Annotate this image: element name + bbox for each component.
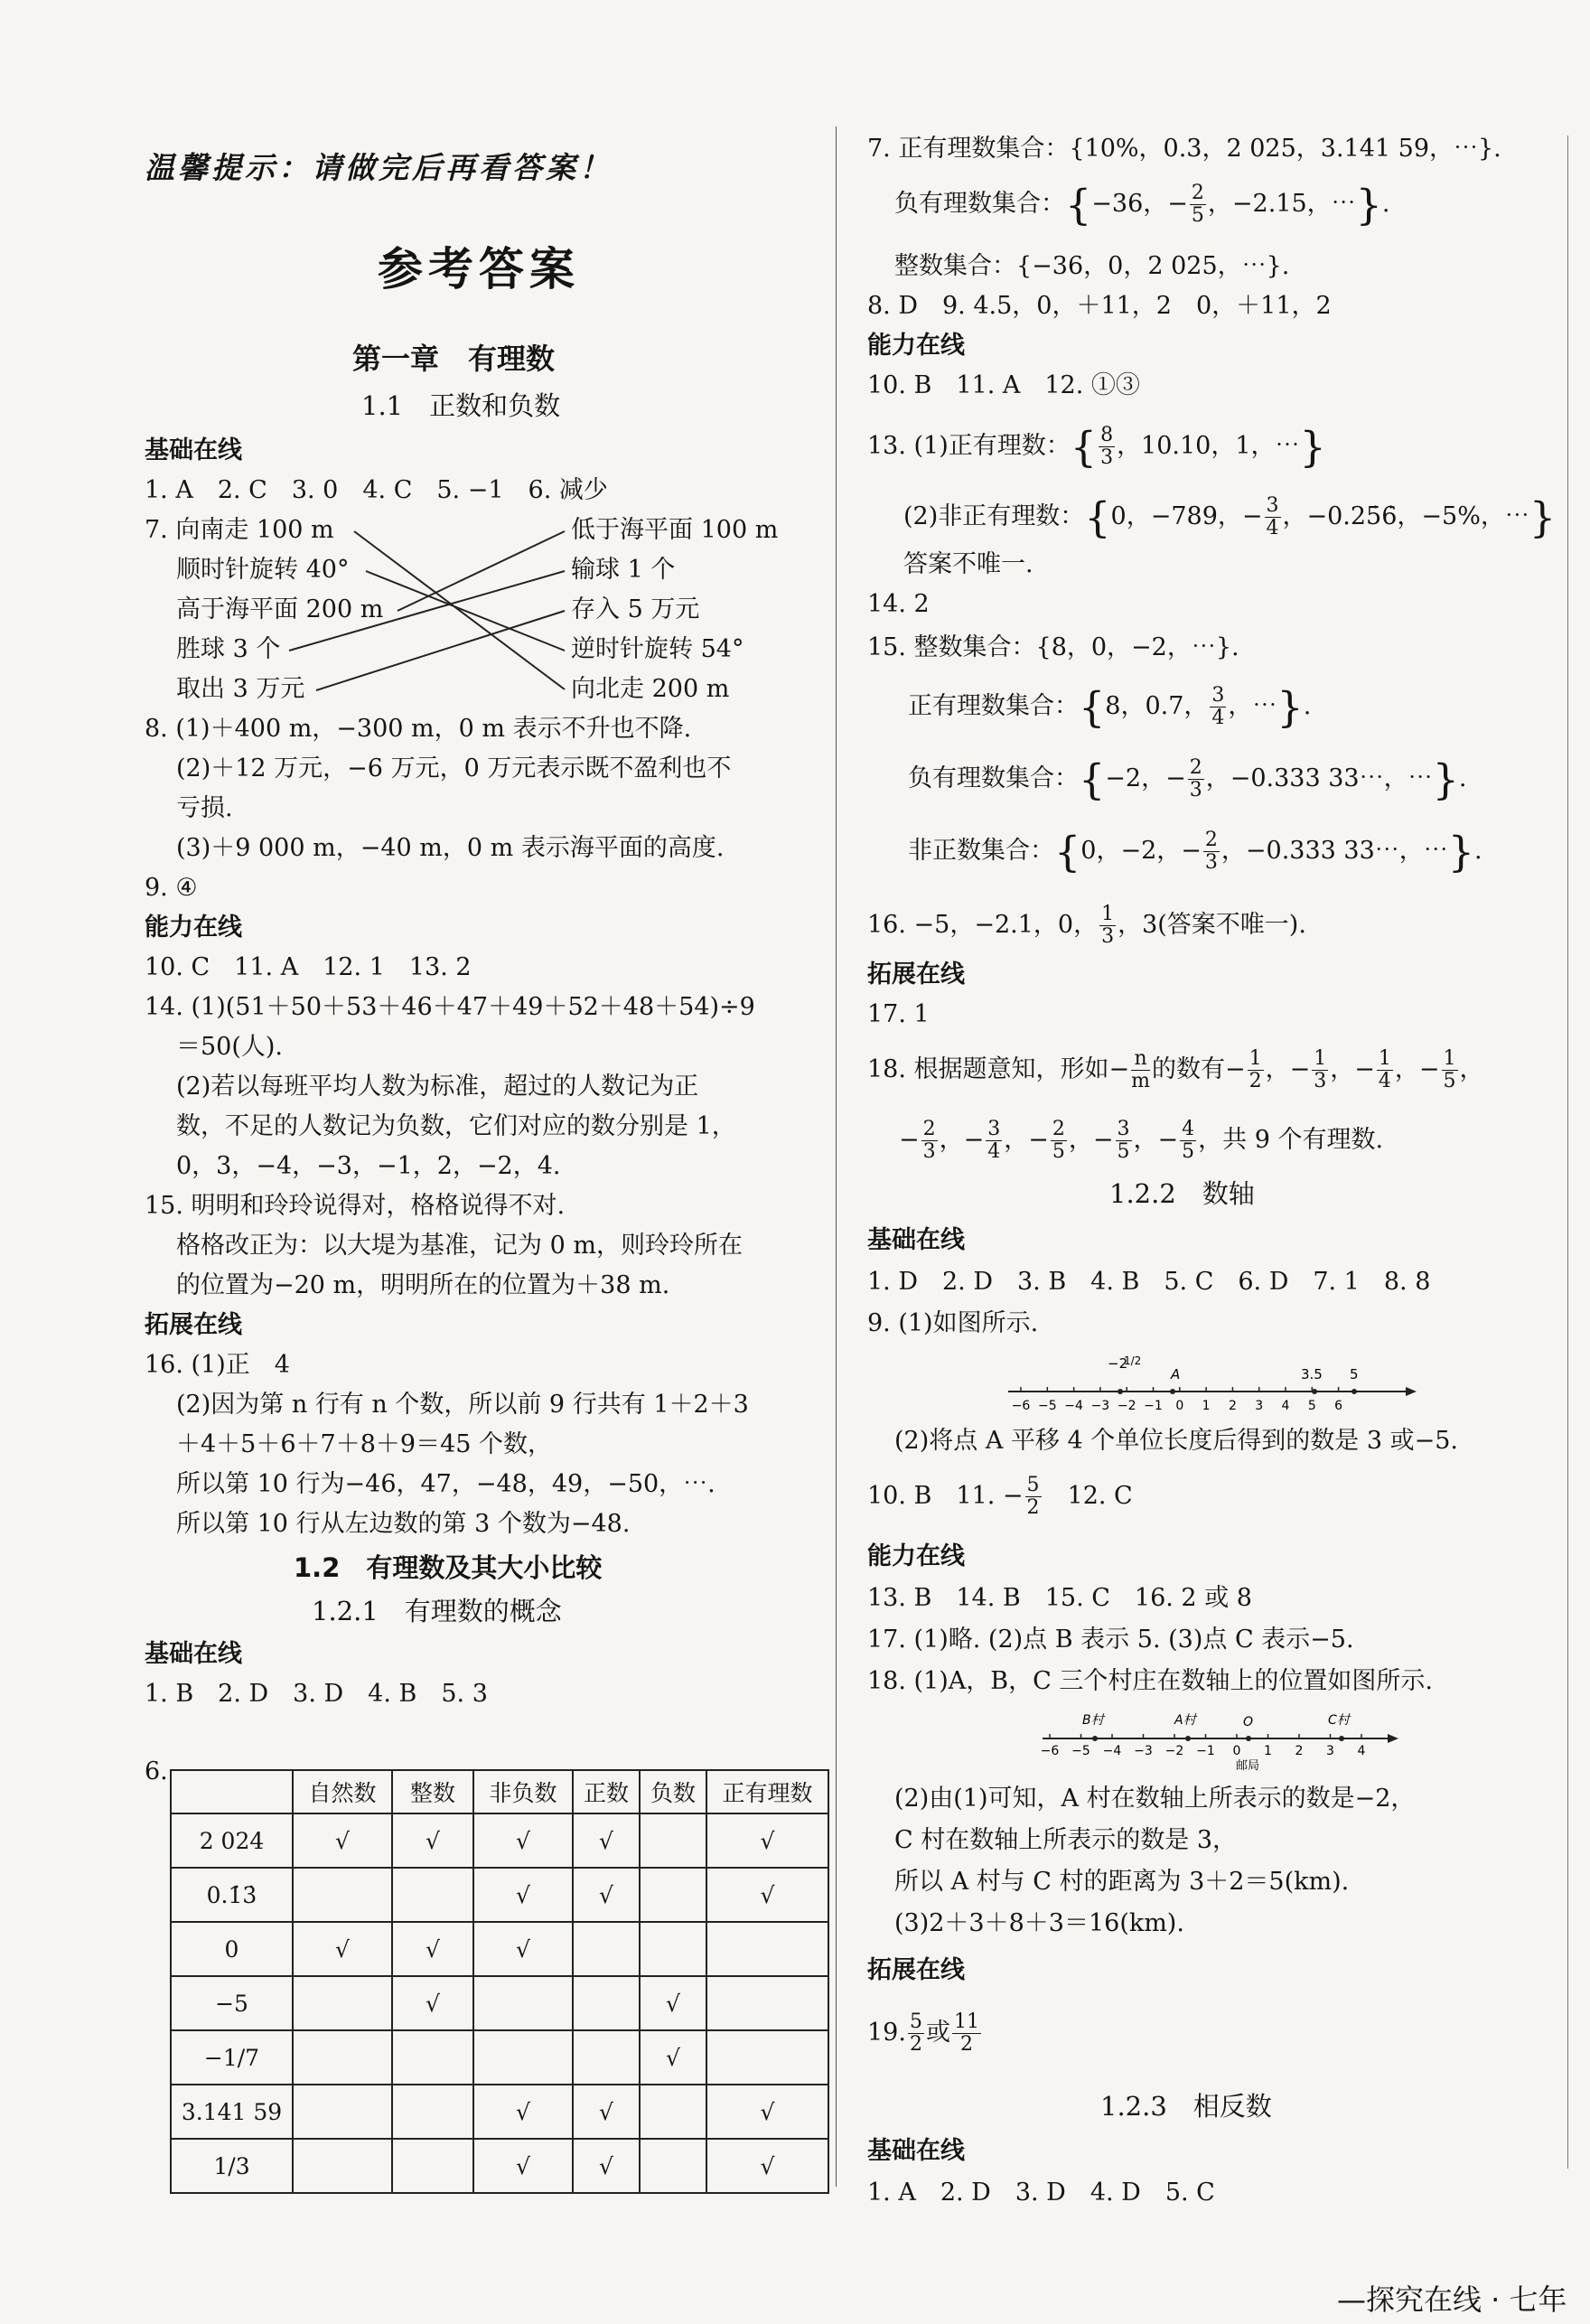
- r-q15-4: 非正数集合：{0，−2，− $\frac{2}{3}$ ，−0.333 33⋯，⋯}.: [908, 827, 1482, 876]
- heading-ability-r2: 能力在线: [867, 1542, 965, 1570]
- q7-matching-lines: [0, 0, 813, 723]
- den: 4: [987, 1140, 1001, 1163]
- axis-arrow: [1388, 1734, 1398, 1743]
- r-q13-1: [867, 422, 1326, 472]
- q8-1: 8. (1)＋400 m，−300 m，0 m 表示不升也不降.: [145, 715, 692, 743]
- num: 2: [922, 1118, 936, 1140]
- table-cell: [293, 2139, 392, 2193]
- q14-5: 0，3，−4，−3，−1，2，−2，4.: [176, 1152, 561, 1180]
- fraction: [1099, 904, 1116, 948]
- label: 13. (1)正有理数：: [867, 432, 1071, 460]
- q7-left-1: 7. 向南走 100 m: [145, 516, 334, 544]
- tick-label: 1: [1202, 1399, 1211, 1413]
- point-A: [1185, 1736, 1191, 1741]
- q7-left-5: 取出 3 万元: [176, 675, 305, 703]
- heading-extend: 拓展在线: [145, 1311, 242, 1339]
- number-line-1: [1003, 1348, 1418, 1420]
- text: 16. −5，−2.1，0，: [867, 911, 1099, 939]
- r-q18v: (3)2＋3＋8＋3＝16(km).: [894, 1909, 1184, 1937]
- den: 3: [1204, 851, 1218, 874]
- tick-label: 1: [1264, 1744, 1272, 1758]
- brace-right: }: [1447, 827, 1475, 876]
- den: 5: [1117, 1140, 1130, 1163]
- num: 5: [1026, 1474, 1040, 1496]
- table-cell: [293, 2085, 392, 2139]
- q16-5: 所以第 10 行从左边数的第 3 个数为−48.: [176, 1510, 631, 1538]
- village-B-label: B村: [1082, 1713, 1104, 1728]
- table-header-cell: 非负数: [473, 1770, 573, 1813]
- fraction: [1377, 1048, 1393, 1092]
- origin-label: O: [1243, 1715, 1254, 1729]
- table-cell: √: [473, 2085, 573, 2139]
- tick-label: −4: [1102, 1744, 1122, 1758]
- den: 2: [959, 2033, 973, 2056]
- table-cell: √: [640, 1976, 706, 2030]
- point-A-label: A: [1171, 1366, 1181, 1382]
- q16-1: 16. (1)正 4: [145, 1351, 290, 1379]
- fraction: [1099, 425, 1115, 469]
- num: 3: [1117, 1118, 1130, 1140]
- table-cell: [640, 1922, 706, 1976]
- point-neg-2-5: [1118, 1389, 1123, 1394]
- r-q7-3: 整数集合：{−36，0，2 025，⋯}.: [894, 252, 1290, 280]
- village-C-label: C村: [1328, 1713, 1350, 1728]
- r-q18z: C 村在数轴上所表示的数是 3，: [894, 1826, 1238, 1854]
- text: 10. B 11. −: [867, 1482, 1024, 1510]
- point-3-5: [1312, 1389, 1317, 1394]
- text: ，−0.333 33⋯，⋯: [1205, 764, 1433, 792]
- label: 正有理数集合：: [908, 692, 1079, 720]
- brace-left: {: [1079, 754, 1106, 804]
- num: 2: [1204, 829, 1218, 851]
- r-q16: [867, 904, 1306, 948]
- den: 5: [1052, 1140, 1065, 1163]
- den: 3: [1189, 779, 1202, 801]
- num: 2: [1052, 1118, 1065, 1140]
- section-1-2-1: 1.2.1 有理数的概念: [312, 1596, 562, 1626]
- tick-label: 2: [1295, 1744, 1304, 1758]
- brace-right: }: [1277, 682, 1304, 732]
- text: −36，−: [1091, 190, 1188, 218]
- num: 1: [1101, 903, 1115, 925]
- q8-4: (3)＋9 000 m，−40 m，0 m 表示海平面的高度.: [176, 834, 725, 862]
- q9: 9. ④: [145, 874, 198, 902]
- den: 4: [1378, 1070, 1391, 1092]
- table-cell: [640, 1813, 706, 1868]
- r-q7-1: 7. 正有理数集合：{10%，0.3，2 025，3.141 59，⋯}.: [867, 135, 1501, 163]
- fraction: [1190, 183, 1206, 227]
- num: 1: [1249, 1047, 1262, 1070]
- fraction: [1116, 1119, 1132, 1163]
- fraction: [1188, 757, 1204, 801]
- column-divider: [836, 127, 837, 2187]
- r-q19: [867, 2011, 983, 2056]
- q14-3: (2)若以每班平均人数为标准，超过的人数记为正: [176, 1073, 699, 1101]
- den: 4: [1211, 707, 1225, 729]
- table-cell: √: [706, 2139, 828, 2193]
- table-header-cell: 正数: [573, 1770, 640, 1813]
- tick-label: −6: [1011, 1399, 1031, 1413]
- r-q8-9: 8. D 9. 4.5，0，＋11，2 0，＋11，2: [867, 292, 1332, 320]
- num: 3: [987, 1118, 1001, 1140]
- r-q18-2: − $\frac{2}{3}$ ，− $\frac{3}{4}$ ，− $\frac{2}{5}$ ，− $\frac{3}{5}$ ，− $\frac{4}{5}$ ，共 9 个有理数.: [899, 1118, 1384, 1163]
- table-cell: [640, 2139, 706, 2193]
- table-cell: √: [473, 1868, 573, 1922]
- den: m: [1131, 1070, 1151, 1092]
- fraction: [1442, 1048, 1458, 1092]
- table-cell: √: [293, 1922, 392, 1976]
- den: 4: [1266, 517, 1279, 539]
- tick-label: −3: [1134, 1744, 1153, 1758]
- fraction: [1051, 1119, 1067, 1163]
- point-5: [1352, 1389, 1357, 1394]
- post-office-label: 邮局: [1236, 1759, 1260, 1773]
- r-answers-122: 1. D 2. D 3. B 4. B 5. C 6. D 7. 1 8. 8: [867, 1268, 1431, 1296]
- r-q15-1: 15. 整数集合：{8，0，−2，⋯}.: [867, 633, 1239, 661]
- heading-basic: 基础在线: [145, 436, 242, 464]
- table-cell: [473, 1976, 573, 2030]
- number-line-2: [1039, 1704, 1400, 1773]
- tick-label: 2: [1228, 1399, 1237, 1413]
- q16-3: ＋4＋5＋6＋7＋8＋9＝45 个数，: [176, 1430, 553, 1458]
- fraction: [1265, 495, 1281, 539]
- heading-basic-r2: 基础在线: [867, 2137, 965, 2165]
- num: 11: [953, 2010, 979, 2033]
- table-row: [171, 1922, 828, 1976]
- table-cell: √: [473, 1922, 573, 1976]
- r-q18x: 18. (1)A，B，C 三个村庄在数轴上的位置如图所示.: [867, 1667, 1433, 1695]
- den: 3: [922, 1140, 936, 1163]
- q16-4: 所以第 10 行为−46，47，−48，49，−50，⋯.: [176, 1470, 716, 1498]
- point-B: [1092, 1736, 1098, 1741]
- r-q13-3: 答案不唯一.: [903, 550, 1034, 578]
- num: 3: [1211, 684, 1225, 707]
- brace-right: }: [1432, 754, 1459, 804]
- text: 19.: [867, 2019, 906, 2047]
- q7-right-3: 存入 5 万元: [571, 595, 700, 623]
- answers-121: 1. B 2. D 3. D 4. B 5. 3: [145, 1680, 488, 1708]
- fraction: [1025, 1475, 1042, 1519]
- fraction: [1131, 1048, 1150, 1092]
- q7-right-2: 输球 1 个: [571, 556, 676, 584]
- fraction: [1210, 685, 1226, 729]
- table-cell: √: [573, 2085, 640, 2139]
- num: n: [1131, 1048, 1150, 1071]
- table-cell: [293, 1976, 392, 2030]
- q15-2: 格格改正为：以大堤为基准，记为 0 m，则玲玲所在: [176, 1232, 743, 1260]
- q7-left-3: 高于海平面 200 m: [176, 595, 384, 623]
- answers-1-6: 1. A 2. C 3. 0 4. C 5. −1 6. 减少: [145, 476, 608, 504]
- r-q17: 17. 1: [867, 1000, 930, 1028]
- heading-ability-r: 能力在线: [867, 332, 965, 360]
- den: 3: [1101, 925, 1115, 948]
- table-row: [171, 1868, 828, 1922]
- brace-right: }: [1299, 422, 1326, 472]
- table-cell: √: [392, 1922, 473, 1976]
- brace-left: {: [1084, 492, 1111, 542]
- fraction: [908, 2011, 924, 2056]
- table-header-cell: [171, 1770, 293, 1813]
- brace-right: }: [1355, 180, 1382, 230]
- table-header-cell: 自然数: [293, 1770, 392, 1813]
- num: 1: [1314, 1047, 1327, 1070]
- text: 0，−2，−: [1080, 837, 1202, 865]
- heading-extend-r: 拓展在线: [867, 961, 965, 989]
- r-q18-1: 18. 根据题意知，形如− $\frac{n}{m}$ 的数有− $\frac{1}{2}$ ，− $\frac{1}{3}$ ，− $\frac{1}{4}$ ，− $\frac{1}{5}$ ，: [867, 1047, 1484, 1092]
- r-q17b: 17. (1)略. (2)点 B 表示 5. (3)点 C 表示−5.: [867, 1626, 1354, 1654]
- q14-2: ＝50(人).: [176, 1033, 284, 1061]
- text: ，10.10，1，⋯: [1117, 432, 1300, 460]
- num: 1: [1378, 1047, 1391, 1070]
- tick-label: 0: [1232, 1744, 1241, 1758]
- table-cell: √: [706, 1813, 828, 1868]
- q7-left-4: 胜球 3 个: [176, 635, 281, 663]
- table-row: [171, 2139, 828, 2193]
- r-q7-2: 负有理数集合：{−36，− $\frac{2}{5}$ ，−2.15，⋯}.: [894, 180, 1390, 230]
- table-cell: [706, 1976, 828, 2030]
- table-row: [171, 1976, 828, 2030]
- tick-label: 6: [1334, 1399, 1343, 1413]
- den: 5: [1191, 204, 1204, 227]
- table-cell: √: [573, 1813, 640, 1868]
- table-header-cell: 整数: [392, 1770, 473, 1813]
- num: 4: [1182, 1118, 1195, 1140]
- q15-1: 15. 明明和玲玲说得对，格格说得不对.: [145, 1192, 566, 1220]
- table-cell: [640, 1868, 706, 1922]
- tick-label: −2: [1117, 1399, 1136, 1413]
- table-cell: √: [573, 1868, 640, 1922]
- table-cell: [706, 1922, 828, 1976]
- brace-left: {: [1054, 827, 1081, 876]
- text: ，−0.333 33⋯，⋯: [1221, 837, 1448, 865]
- num: 1: [1443, 1047, 1456, 1070]
- right-edge-rule: [1567, 136, 1568, 2169]
- fraction: [1180, 1119, 1196, 1163]
- heading-extend-r2: 拓展在线: [867, 1956, 965, 1984]
- table-cell: √: [640, 2030, 706, 2085]
- table-cell: [293, 2030, 392, 2085]
- text: ，−2.15，⋯: [1207, 190, 1356, 218]
- tick-label: −6: [1040, 1744, 1060, 1758]
- num: 3: [1266, 494, 1279, 517]
- tick-label: −1: [1196, 1744, 1215, 1758]
- tick-label: 3: [1326, 1744, 1334, 1758]
- r-answers-123: 1. A 2. D 3. D 4. D 5. C: [867, 2179, 1215, 2207]
- r-q18y: (2)由(1)可知，A 村在数轴上所表示的数是−2，: [894, 1785, 1416, 1813]
- fraction: [1248, 1048, 1264, 1092]
- brace-right: }: [1529, 492, 1557, 542]
- text: 12. C: [1043, 1482, 1133, 1510]
- table-cell: [573, 2030, 640, 2085]
- label-5: 5: [1350, 1366, 1359, 1382]
- den: 2: [909, 2033, 922, 2056]
- number-classification-table: [170, 1769, 829, 2194]
- table-cell: √: [573, 2139, 640, 2193]
- fraction: [952, 2011, 981, 2056]
- table-cell: [706, 2030, 828, 2085]
- section-1-2-3: 1.2.3 相反数: [1100, 2091, 1272, 2122]
- table-header-cell: 负数: [640, 1770, 706, 1813]
- brace-left: {: [1079, 682, 1106, 732]
- r-q13-2: [903, 492, 1557, 542]
- r-q15-2: 正有理数集合：{8，0.7， $\frac{3}{4}$ ，⋯}.: [908, 682, 1312, 732]
- village-A-label: A村: [1174, 1713, 1196, 1728]
- q14-1: 14. (1)(51＋50＋53＋46＋47＋49＋52＋48＋54)÷9: [145, 993, 755, 1021]
- table-row: [171, 2085, 828, 2139]
- table-cell: [392, 2139, 473, 2193]
- heading-basic-2: 基础在线: [145, 1640, 242, 1668]
- table-header-cell: 正有理数: [706, 1770, 828, 1813]
- label: 负有理数集合：: [894, 190, 1065, 218]
- tick-label: 0: [1175, 1399, 1184, 1413]
- table-cell: [293, 1868, 392, 1922]
- text: −2，−: [1105, 764, 1186, 792]
- q14-4: 数，不足的人数记为负数，它们对应的数分别是 1，: [176, 1112, 736, 1140]
- label: (2)非正有理数：: [903, 502, 1085, 530]
- text: 或: [925, 2019, 950, 2047]
- heading-ability: 能力在线: [145, 914, 242, 942]
- table-cell: [473, 2030, 573, 2085]
- den: 3: [1314, 1070, 1327, 1092]
- den: 5: [1182, 1140, 1195, 1163]
- tick-label: 5: [1307, 1399, 1316, 1413]
- fraction: [1203, 829, 1220, 874]
- tick-label: −3: [1090, 1399, 1110, 1413]
- tick-label: 3: [1255, 1399, 1264, 1413]
- num: 8: [1100, 424, 1114, 446]
- text: ，共 9 个有理数.: [1198, 1126, 1384, 1154]
- r-q14: 14. 2: [867, 590, 930, 618]
- axis-arrow: [1406, 1387, 1417, 1396]
- text: 0，−789，−: [1110, 502, 1263, 530]
- r-q9-2: (2)将点 A 平移 4 个单位长度后得到的数是 3 或−5.: [894, 1427, 1458, 1455]
- table-cell: 3.141 59: [171, 2085, 293, 2139]
- chapter-title: 第一章 有理数: [352, 342, 556, 376]
- q15-3: 的位置为−20 m，明明所在的位置为＋38 m.: [176, 1271, 670, 1299]
- text: 8，0.7，: [1105, 692, 1209, 720]
- tick-label: −5: [1071, 1744, 1090, 1758]
- r-answers-10-12: 10. B 11. A 12. ①③: [867, 371, 1140, 399]
- table-cell: √: [473, 2139, 573, 2193]
- r-q10-12: [867, 1475, 1133, 1519]
- tick-label: −2: [1164, 1744, 1184, 1758]
- text: 的数有−: [1152, 1055, 1246, 1083]
- table-cell: 1/3: [171, 2139, 293, 2193]
- section-1-1: 1.1 正数和负数: [361, 390, 561, 421]
- r-q9-1: 9. (1)如图所示.: [867, 1309, 1039, 1337]
- q6-label: 6.: [145, 1757, 168, 1785]
- r-answers-13-16: 13. B 14. B 15. C 16. 2 或 8: [867, 1584, 1252, 1612]
- den: 5: [1443, 1070, 1456, 1092]
- q16-2: (2)因为第 n 行有 n 个数，所以前 9 行共有 1＋2＋3: [176, 1391, 749, 1419]
- point-O: [1246, 1736, 1251, 1741]
- table-cell: [640, 2085, 706, 2139]
- table-cell: √: [392, 1813, 473, 1868]
- heading-basic-r: 基础在线: [867, 1226, 965, 1254]
- text: ，3(答案不唯一).: [1118, 911, 1306, 939]
- den: 3: [1100, 446, 1114, 469]
- section-1-2: 1.2 有理数及其大小比较: [294, 1552, 603, 1583]
- text: ，⋯: [1228, 692, 1277, 720]
- table-cell: √: [392, 1976, 473, 2030]
- num: 5: [909, 2010, 922, 2033]
- point-C: [1339, 1736, 1344, 1741]
- fraction: [921, 1119, 938, 1163]
- brace-left: {: [1065, 180, 1092, 230]
- table-cell: 0.1̇3̇: [171, 1868, 293, 1922]
- r-q18w: 所以 A 村与 C 村的距离为 3＋2＝5(km).: [894, 1868, 1350, 1896]
- q8-2: (2)＋12 万元，−6 万元，0 万元表示既不盈利也不: [176, 754, 732, 782]
- answers-10-13: 10. C 11. A 12. 1 13. 2: [145, 953, 472, 981]
- table-cell: −5: [171, 1976, 293, 2030]
- fraction: [986, 1119, 1002, 1163]
- table-cell: √: [293, 1813, 392, 1868]
- text: 18. 根据题意知，形如−: [867, 1055, 1130, 1083]
- label-half: 1/2: [1124, 1354, 1142, 1367]
- label-3-5: 3.5: [1301, 1366, 1323, 1382]
- num: 2: [1191, 182, 1204, 204]
- table-cell: [392, 1868, 473, 1922]
- table-cell: [573, 1976, 640, 2030]
- label: 非正数集合：: [908, 837, 1054, 865]
- tick-label: 4: [1357, 1744, 1366, 1758]
- q7-right-5: 向北走 200 m: [571, 675, 730, 703]
- section-1-2-2: 1.2.2 数轴: [1109, 1178, 1255, 1209]
- q7-right-1: 低于海平面 100 m: [571, 516, 779, 544]
- table-cell: 2 024: [171, 1813, 293, 1868]
- footer-series-title: —探究在线 · 七年: [1337, 2282, 1567, 2317]
- r-q15-3: 负有理数集合：{−2，− $\frac{2}{3}$ ，−0.333 33⋯，⋯}.: [908, 754, 1467, 804]
- page-title: 参考答案: [378, 243, 580, 295]
- den: 2: [1026, 1496, 1040, 1519]
- table-row: [171, 2030, 828, 2085]
- table-cell: √: [473, 1813, 573, 1868]
- label: 负有理数集合：: [908, 764, 1079, 792]
- tick-label: 4: [1281, 1399, 1290, 1413]
- num: 2: [1189, 756, 1202, 779]
- tick-label: −1: [1144, 1399, 1163, 1413]
- table-row: [171, 1813, 828, 1868]
- q7-left-2: 顺时针旋转 40°: [176, 556, 350, 584]
- table-cell: 0: [171, 1922, 293, 1976]
- tick-label: −4: [1064, 1399, 1083, 1413]
- table-cell: [573, 1922, 640, 1976]
- q8-3: 亏损.: [176, 794, 233, 822]
- table-cell: [392, 2085, 473, 2139]
- point-A: [1170, 1389, 1175, 1394]
- table-cell: −1/7: [171, 2030, 293, 2085]
- brace-left: {: [1070, 422, 1098, 472]
- den: 2: [1249, 1070, 1262, 1092]
- table-cell: √: [706, 1868, 828, 1922]
- table-cell: √: [706, 2085, 828, 2139]
- tick-label: −5: [1037, 1399, 1057, 1413]
- fraction: [1312, 1048, 1328, 1092]
- text: ，−0.25̇6̇，−5%，⋯: [1282, 502, 1529, 530]
- label-neg-two-half: −2: [1108, 1355, 1128, 1372]
- table-cell: [392, 2030, 473, 2085]
- q7-right-4: 逆时针旋转 54°: [571, 635, 744, 663]
- reminder-text: 温馨提示：请做完后再看答案！: [145, 150, 613, 185]
